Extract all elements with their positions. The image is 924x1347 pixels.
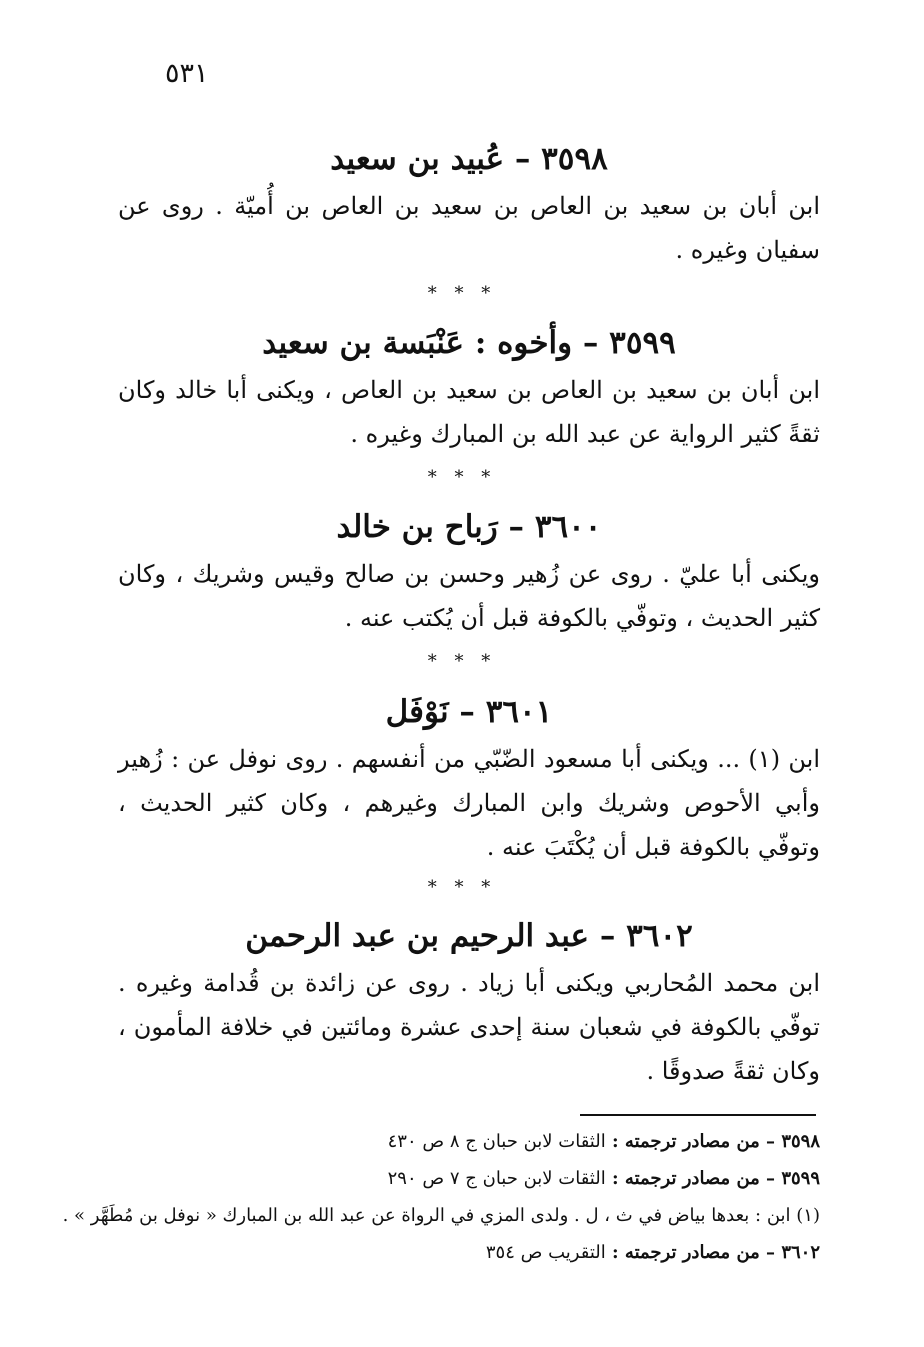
footnote-label: – من مصادر ترجمته : [605, 1131, 782, 1152]
footnote-label: – من مصادر ترجمته : [605, 1168, 782, 1189]
separator: * * * [427, 467, 497, 488]
footnote-text: (١) ابن : بعدها بياض في ث ، ل . ولدى المزي في الرواة عن عبد الله بن المبارك « نوفل بن مُطَهَّر » . [62, 1205, 820, 1226]
entry-3601 [118, 691, 820, 869]
entry-body: ابن أبان بن سعيد بن العاص بن سعيد بن العاص ، ويكنى أبا خالد وكان ثقةً كثير الرواية عن عبد الله بن المبارك وغيره . [118, 376, 820, 448]
entry-body: ويكنى أبا عليّ . روى عن زُهير وحسن بن صالح وقيس وشريك ، وكان كثير الحديث ، وتوفّي بالكوفة قبل أن يُكتب عنه . [118, 560, 820, 632]
footnote-3599 [60, 1160, 820, 1197]
footnote-text: الثقات لابن حبان ج ٧ ص ٢٩٠ [387, 1168, 606, 1189]
entry-heading: ٣٦٠١ – نَوْفَل [385, 694, 553, 730]
footnote-number: ٣٥٩٨ [781, 1131, 820, 1152]
footnote-label: – من مصادر ترجمته : [605, 1242, 782, 1263]
entry-3599 [118, 322, 820, 456]
entry-heading: ٣٥٩٨ – عُبيد بن سعيد [330, 141, 608, 177]
entry-heading: ٣٥٩٩ – وأخوه : عَنْبَسة بن سعيد [262, 325, 676, 361]
footnote-text: الثقات لابن حبان ج ٨ ص ٤٣٠ [387, 1131, 606, 1152]
entry-body: ابن (١) ... ويكنى أبا مسعود الضّبّي من أنفسهم . روى نوفل عن : زُهير وأبي الأحوص وشريك وابن المبارك وغيرهم ، وكان كثير الحديث ، وتوفّي بالكوفة قبل أن يُكْتَبَ عنه . [118, 745, 821, 861]
footnote-text: التقريب ص ٣٥٤ [485, 1242, 606, 1263]
footnote-number: ٣٦٠٢ [781, 1242, 820, 1263]
footnote-rule [580, 1114, 816, 1116]
footnote-1 [60, 1197, 820, 1234]
entry-body: ابن أبان بن سعيد بن العاص بن سعيد بن العاص بن أُميّة . روى عن سفيان وغيره . [118, 192, 820, 264]
footnotes [60, 1123, 820, 1271]
entry-3602 [118, 915, 820, 1093]
footnote-3602 [60, 1234, 820, 1271]
footnote-number: ٣٥٩٩ [781, 1168, 820, 1189]
page-number: ٥٣١ [165, 58, 209, 89]
separator: * * * [427, 651, 497, 672]
footnote-3598 [60, 1123, 820, 1160]
entry-body: ابن محمد المُحاربي ويكنى أبا زياد . روى عن زائدة بن قُدامة وغيره . توفّي بالكوفة في شعبان سنة إحدى عشرة ومائتين في خلافة المأمون ، وكان ثقةً صدوقًا . [118, 969, 820, 1085]
entry-3600 [118, 506, 820, 640]
separator: * * * [427, 283, 497, 304]
entry-heading: ٣٦٠٠ – رَباح بن خالد [336, 509, 602, 545]
entry-heading: ٣٦٠٢ – عبد الرحيم بن عبد الرحمن [245, 918, 693, 954]
entry-3598 [118, 138, 820, 272]
separator: * * * [427, 877, 497, 898]
